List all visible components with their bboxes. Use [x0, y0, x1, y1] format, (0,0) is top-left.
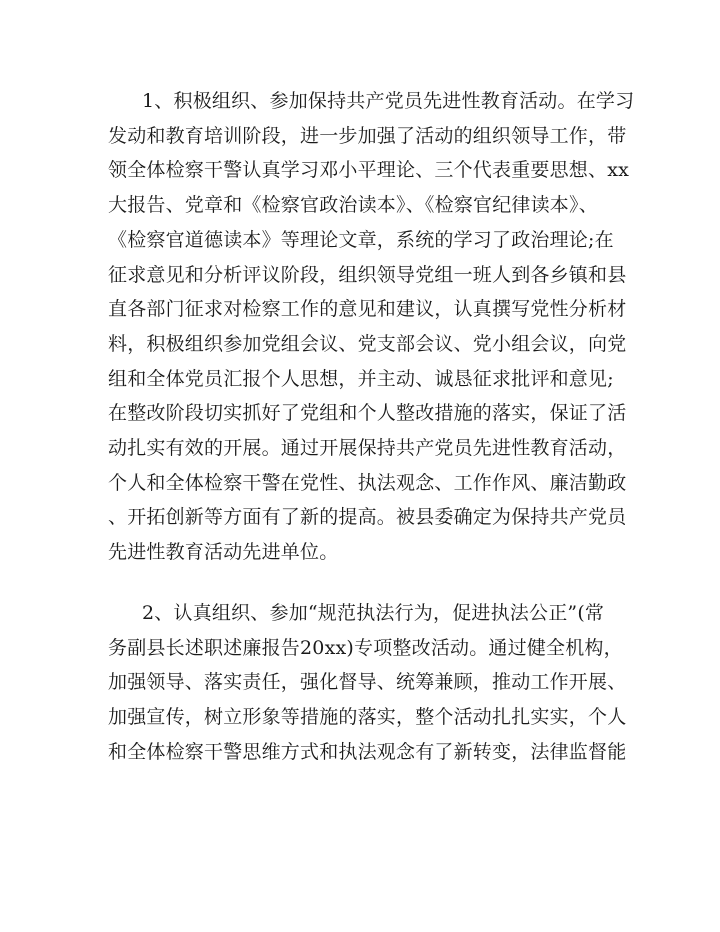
paragraph-1-line-11: 动扎实有效的开展。通过开展保持共产党员先进性教育活动，	[108, 437, 627, 460]
paragraph-1-line-5: 《检察官道德读本》等理论文章，系统的学习了政治理论;在	[108, 228, 614, 251]
paragraph-2-line-4: 加强宣传，树立形象等措施的落实，整个活动扎扎实实，个人	[108, 706, 627, 729]
paragraph-2	[108, 596, 627, 770]
paragraph-1-line-13: 、开拓创新等方面有了新的提高。被县委确定为保持共产党员	[108, 506, 627, 529]
paragraph-2-line-5: 和全体检察干警思维方式和执法观念有了新转变，法律监督能	[108, 740, 627, 763]
paragraph-1-line-8: 料，积极组织参加党组会议、党支部会议、党小组会议，向党	[108, 332, 627, 355]
paragraph-1-line-3: 领全体检察干警认真学习邓小平理论、三个代表重要思想、xx	[108, 159, 630, 182]
paragraph-1-line-4: 大报告、党章和《检察官政治读本》、《检察官纪律读本》、	[108, 194, 598, 217]
paragraph-1-line-6: 征求意见和分析评议阶段，组织领导党组一班人到各乡镇和县	[108, 263, 627, 286]
paragraph-2-line-3: 加强领导、落实责任，强化督导、统筹兼顾，推动工作开展、	[108, 671, 627, 694]
paragraph-1-line-7: 直各部门征求对检察工作的意见和建议，认真撰写党性分析材	[108, 298, 627, 321]
paragraph-2-line-1: 2、认真组织、参加“规范执法行为，促进执法公正”(常	[142, 602, 605, 624]
paragraph-1-line-1: 1、积极组织、参加保持共产党员先进性教育活动。在学习	[142, 90, 635, 112]
paragraph-1-line-14: 先进性教育活动先进单位。	[108, 541, 339, 564]
paragraph-1-line-10: 在整改阶段切实抓好了党组和个人整改措施的落实，保证了活	[108, 402, 627, 425]
paragraph-1-line-12: 个人和全体检察干警在党性、执法观念、工作作风、廉洁勤政	[108, 471, 627, 494]
paragraph-1	[108, 84, 635, 570]
paragraph-1-line-9: 组和全体党员汇报个人思想，并主动、诚恳征求批评和意见;	[108, 367, 614, 390]
paragraph-1-line-2: 发动和教育培训阶段，进一步加强了活动的组织领导工作，带	[108, 124, 627, 147]
paragraph-2-line-2: 务副县长述职述廉报告20xx)专项整改活动。通过健全机构，	[108, 636, 623, 659]
